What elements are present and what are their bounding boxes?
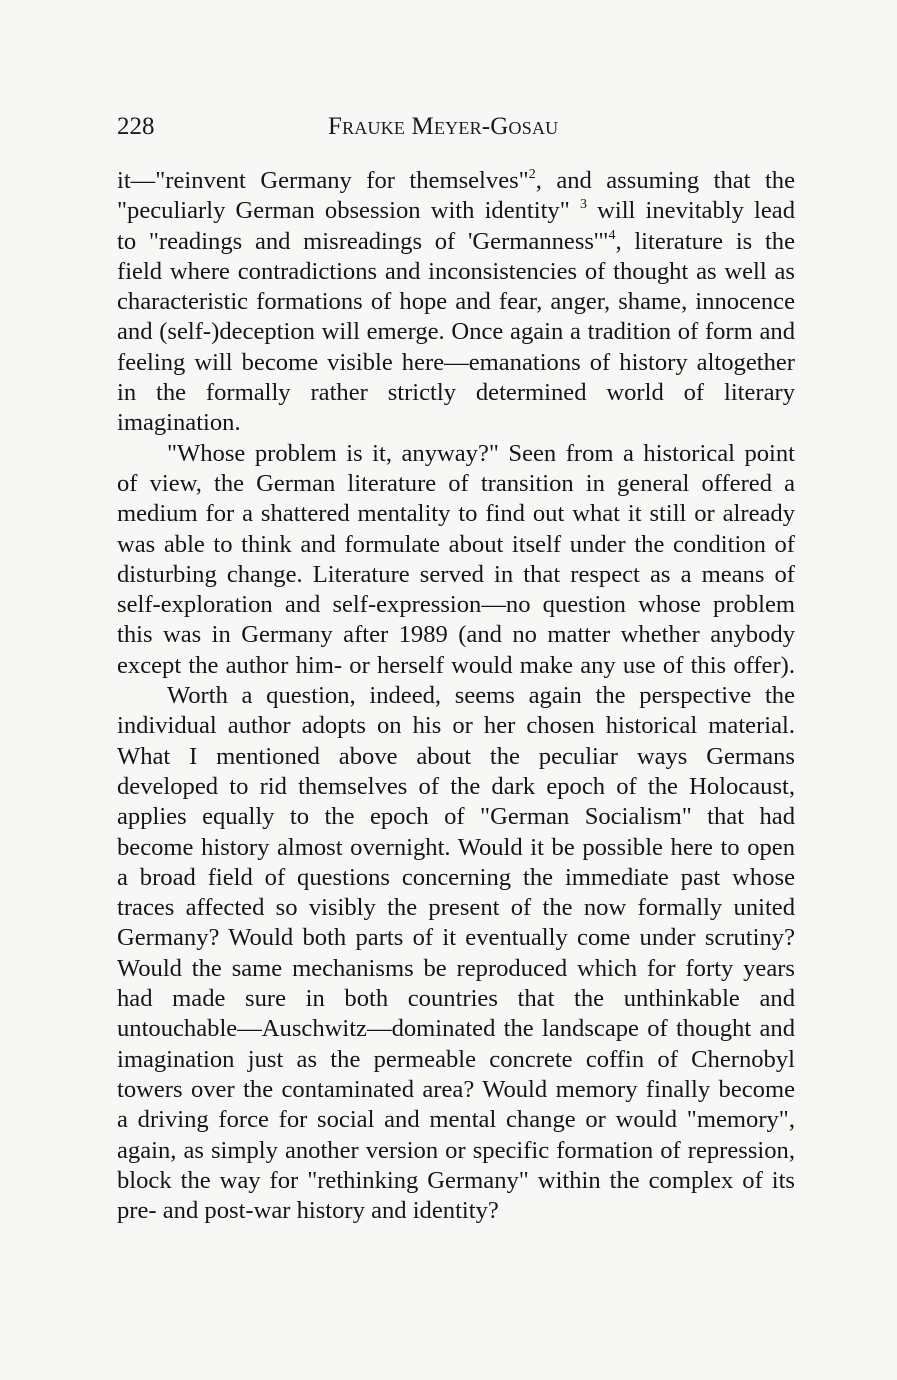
text-line: traces affected so visibly the present of the now formally united	[117, 894, 795, 922]
text-line: was able to think and formulate about itself under the condition of	[117, 530, 795, 558]
text-line: of view, the German literature of transition in general offered a	[117, 469, 795, 497]
text-line: imagination just as the permeable concrete coffin of Chernobyl	[117, 1045, 795, 1073]
text-line: pre- and post-war history and identity?	[117, 1197, 499, 1225]
text-line: Worth a question, indeed, seems again the perspective the	[167, 682, 795, 710]
text-line: Germany? Would both parts of it eventually come under scrutiny?	[117, 924, 795, 952]
text-line: a broad field of questions concerning the immediate past whose	[117, 863, 795, 891]
text-line: self-exploration and self-expression—no question whose problem	[117, 591, 795, 619]
footnote-ref: 4	[608, 227, 616, 243]
paragraph	[117, 439, 795, 681]
text-line: imagination.	[117, 409, 241, 437]
footnote-ref: 2	[528, 167, 536, 182]
text-line: field where contradictions and inconsistencies of thought as well as	[117, 257, 795, 285]
text-line: a driving force for social and mental change or would "memory",	[117, 1106, 795, 1134]
text-line: feeling will become visible here—emanations of history altogether	[117, 348, 795, 376]
text-line: had made sure in both countries that the unthinkable and	[117, 985, 795, 1013]
page-header	[117, 112, 797, 144]
paragraph	[117, 166, 795, 439]
text-line: and (self-)deception will emerge. Once again a tradition of form and	[117, 318, 795, 346]
paragraph	[117, 681, 795, 1226]
text-line: individual author adopts on his or her chosen historical material.	[117, 712, 795, 740]
text-line: except the author him- or herself would make any use of this offer).	[117, 651, 795, 679]
text-line: it—"reinvent Germany for themselves"$^2$, and assuming that the	[117, 167, 795, 194]
text-line: disturbing change. Literature served in that respect as a means of	[117, 560, 795, 588]
text-line: characteristic formations of hope and fear, anger, shame, innocence	[117, 288, 795, 316]
text-line: block the way for "rethinking Germany" within the complex of its	[117, 1166, 795, 1194]
running-head: Frauke Meyer-Gosau	[328, 113, 559, 140]
text-line: again, as simply another version or specific formation of repression,	[117, 1136, 795, 1164]
body-text	[117, 166, 795, 1226]
text-line: in the formally rather strictly determined world of literary	[117, 379, 795, 407]
text-line: developed to rid themselves of the dark epoch of the Holocaust,	[117, 772, 795, 800]
text-line: "Whose problem is it, anyway?" Seen from a historical point	[167, 439, 795, 467]
text-line: Would the same mechanisms be reproduced which for forty years	[117, 954, 795, 982]
text-line: medium for a shattered mentality to find out what it still or already	[117, 500, 795, 528]
text-line: "peculiarly German obsession with identity" $^3$ will inevitably lead	[117, 197, 795, 225]
text-line: this was in Germany after 1989 (and no matter whether anybody	[117, 621, 795, 649]
text-line: untouchable—Auschwitz—dominated the landscape of thought and	[117, 1015, 795, 1043]
text-line: become history almost overnight. Would it be possible here to open	[117, 833, 795, 861]
text-line: to "readings and misreadings of 'Germanness'"$^4$, literature is the	[117, 227, 795, 255]
text-line: towers over the contaminated area? Would memory finally become	[117, 1075, 795, 1103]
footnote-ref: 3	[579, 197, 587, 213]
text-line: What I mentioned above about the peculiar ways Germans	[117, 742, 795, 770]
text-line: applies equally to the epoch of "German Socialism" that had	[117, 803, 795, 831]
page-number: 228	[117, 113, 155, 140]
